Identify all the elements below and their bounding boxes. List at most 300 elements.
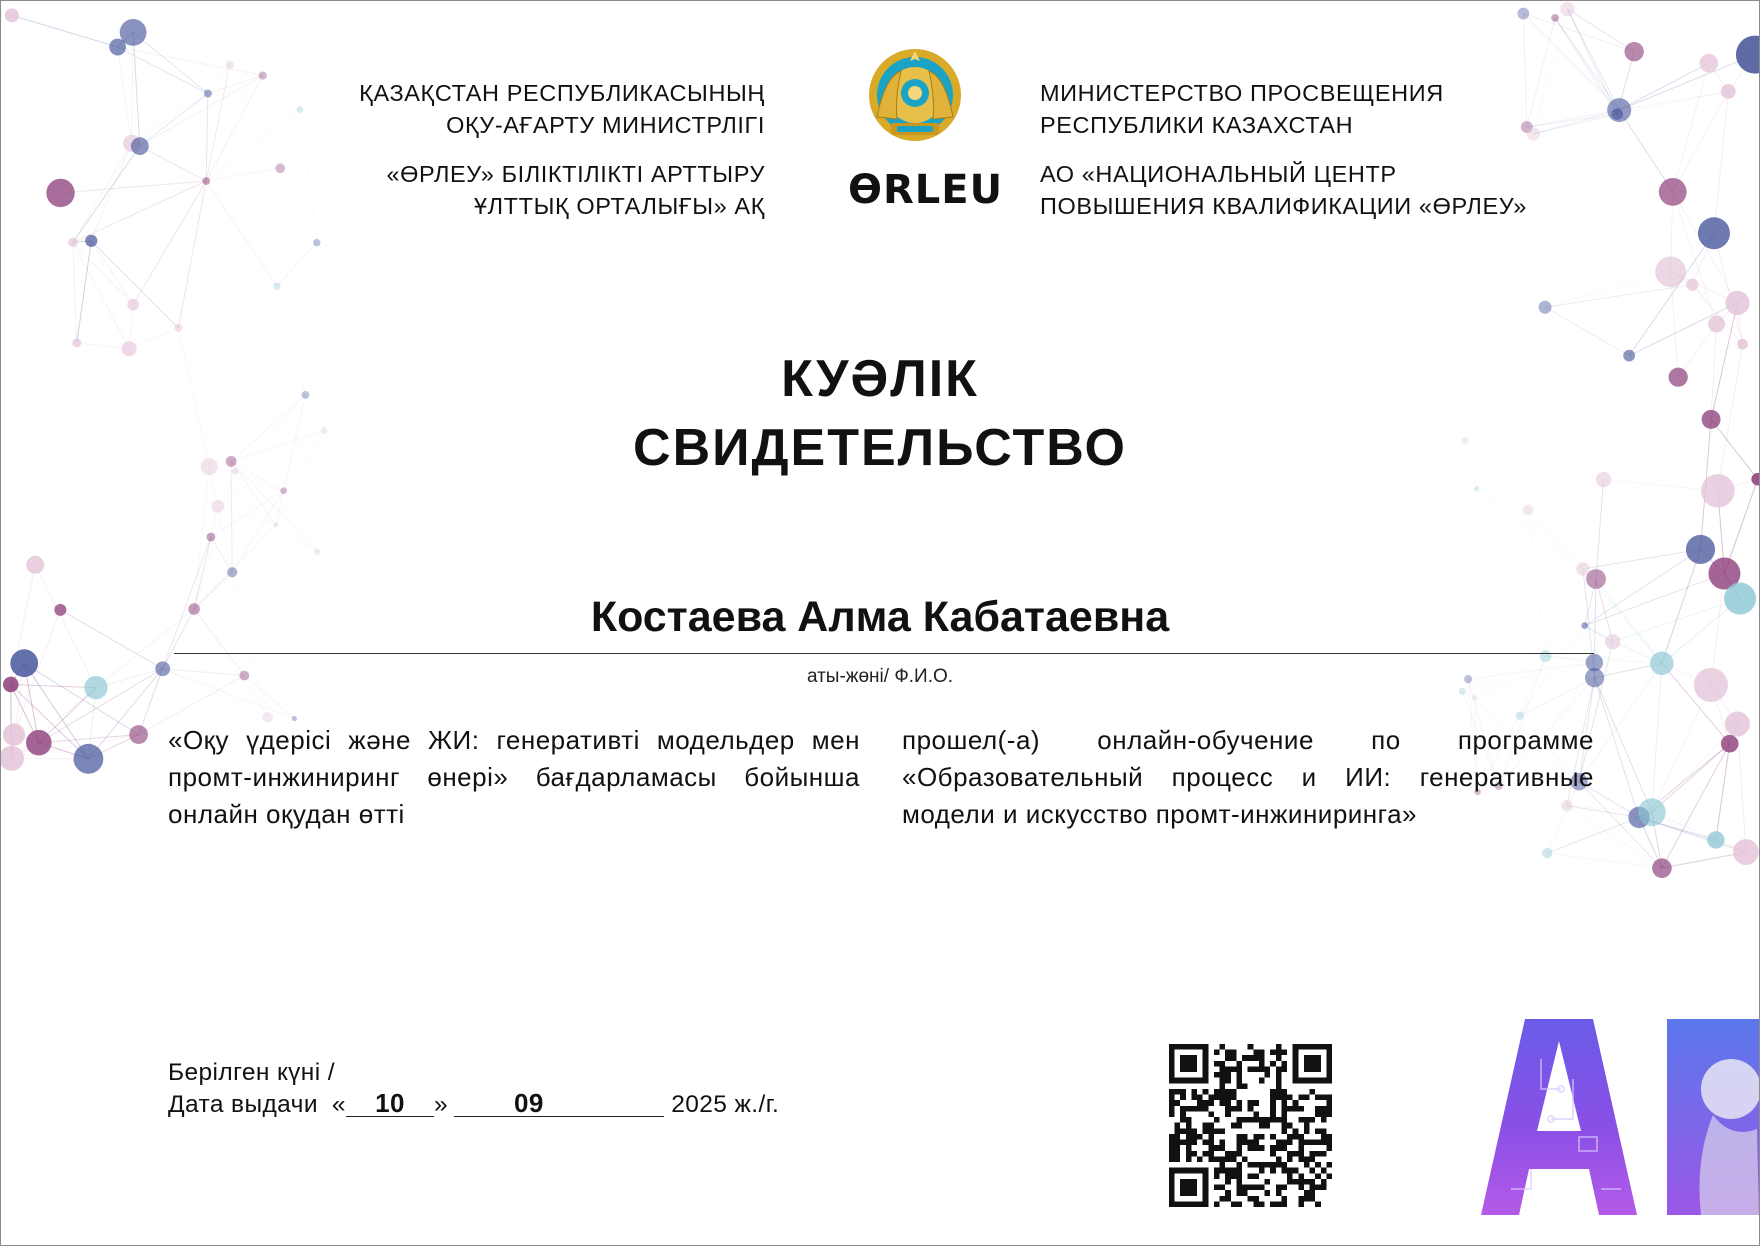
- qr-finder: [1304, 1055, 1321, 1072]
- qr-module: [1293, 1128, 1299, 1134]
- qr-module: [1231, 1050, 1237, 1056]
- qr-module: [1259, 1185, 1265, 1191]
- qr-module: [1321, 1168, 1327, 1174]
- qr-module: [1276, 1050, 1282, 1056]
- qr-module: [1242, 1156, 1248, 1162]
- qr-module: [1287, 1151, 1293, 1157]
- qr-module: [1276, 1078, 1282, 1084]
- qr-module: [1175, 1089, 1181, 1095]
- qr-module: [1248, 1066, 1254, 1072]
- qr-module: [1265, 1190, 1271, 1196]
- qr-module: [1186, 1134, 1192, 1140]
- qr-module: [1225, 1151, 1231, 1157]
- qr-module: [1281, 1145, 1287, 1151]
- network-node: [1652, 858, 1672, 878]
- qr-module: [1298, 1156, 1304, 1162]
- qr-module: [1253, 1145, 1259, 1151]
- org-ru-line-1: АО «НАЦИОНАЛЬНЫЙ ЦЕНТР: [1040, 161, 1397, 187]
- qr-module: [1248, 1173, 1254, 1179]
- qr-module: [1276, 1083, 1282, 1089]
- qr-module: [1180, 1117, 1186, 1123]
- qr-module: [1315, 1173, 1321, 1179]
- qr-module: [1236, 1134, 1242, 1140]
- qr-module: [1231, 1156, 1237, 1162]
- network-link: [277, 243, 317, 287]
- qr-module: [1248, 1196, 1254, 1202]
- network-link: [1595, 678, 1640, 818]
- network-node: [1721, 84, 1736, 99]
- qr-module: [1225, 1190, 1231, 1196]
- network-node: [174, 324, 182, 332]
- program-text-ru: прошел(-а) онлайн-обучение по программе «Образовательный процесс и ИИ: генеративные модели и искусство промт-инжиниринга»: [902, 725, 1594, 829]
- qr-module: [1304, 1156, 1310, 1162]
- qr-module: [1253, 1196, 1259, 1202]
- network-link: [91, 143, 131, 240]
- qr-module: [1253, 1050, 1259, 1056]
- network-node: [1725, 291, 1749, 315]
- network-link: [73, 143, 132, 242]
- qr-module: [1298, 1117, 1304, 1123]
- issue-day: 10: [346, 1090, 434, 1117]
- qr-module: [1265, 1072, 1271, 1078]
- network-node: [1560, 2, 1575, 17]
- network-link: [133, 181, 206, 305]
- qr-module: [1253, 1201, 1259, 1207]
- network-node: [1655, 256, 1686, 287]
- network-node: [74, 744, 104, 774]
- qr-module: [1281, 1050, 1287, 1056]
- qr-module: [1220, 1089, 1226, 1095]
- qr-module: [1208, 1128, 1214, 1134]
- qr-module: [1310, 1168, 1316, 1174]
- qr-module: [1276, 1095, 1282, 1101]
- qr-module: [1169, 1145, 1175, 1151]
- qr-module: [1265, 1117, 1271, 1123]
- qr-module: [1214, 1156, 1220, 1162]
- network-node: [1686, 535, 1715, 564]
- qr-module: [1203, 1123, 1209, 1129]
- qr-module: [1259, 1201, 1265, 1207]
- qr-module: [1180, 1095, 1186, 1101]
- qr-module: [1298, 1134, 1304, 1140]
- qr-module: [1225, 1179, 1231, 1185]
- qr-module: [1298, 1145, 1304, 1151]
- network-link: [118, 47, 132, 143]
- network-link: [1662, 744, 1730, 868]
- ministry-ru-line-1: МИНИСТЕРСТВО ПРОСВЕЩЕНИЯ: [1040, 80, 1444, 106]
- qr-module: [1214, 1128, 1220, 1134]
- network-node: [314, 549, 321, 556]
- qr-module: [1225, 1050, 1231, 1056]
- network-link: [1523, 14, 1619, 111]
- qr-module: [1287, 1123, 1293, 1129]
- qr-module: [1321, 1117, 1327, 1123]
- network-link: [91, 241, 133, 305]
- qr-module: [1265, 1066, 1271, 1072]
- qr-module: [1225, 1106, 1231, 1112]
- qr-module: [1236, 1140, 1242, 1146]
- qr-module: [1270, 1111, 1276, 1117]
- qr-module: [1236, 1185, 1242, 1191]
- qr-module: [1321, 1179, 1327, 1185]
- network-link: [206, 110, 300, 182]
- orleu-logo: ӨRLEU: [848, 167, 1004, 213]
- header-left: [359, 77, 765, 222]
- qr-module: [1326, 1162, 1332, 1168]
- network-link: [1545, 272, 1671, 307]
- network-node: [1517, 8, 1529, 20]
- qr-module: [1287, 1106, 1293, 1112]
- qr-module: [1175, 1128, 1181, 1134]
- qr-module: [1304, 1190, 1310, 1196]
- network-link: [1619, 110, 1673, 192]
- qr-module: [1298, 1201, 1304, 1207]
- qr-module: [1191, 1106, 1197, 1112]
- network-node: [1607, 98, 1631, 122]
- qr-module: [1276, 1145, 1282, 1151]
- org-kk-line-2: ҰЛТТЫҚ ОРТАЛЫҒЫ» АҚ: [473, 193, 765, 219]
- network-node: [1638, 798, 1666, 826]
- qr-module: [1214, 1173, 1220, 1179]
- qr-module: [1197, 1106, 1203, 1112]
- network-node: [1686, 279, 1698, 291]
- qr-module: [1186, 1140, 1192, 1146]
- network-link: [1595, 678, 1652, 813]
- network-link: [1737, 724, 1745, 852]
- qr-module: [1248, 1044, 1254, 1050]
- qr-module: [1231, 1055, 1237, 1061]
- qr-module: [1315, 1095, 1321, 1101]
- qr-module: [1208, 1156, 1214, 1162]
- network-link: [1716, 744, 1730, 840]
- qr-module: [1175, 1140, 1181, 1146]
- qr-module: [1231, 1151, 1237, 1157]
- qr-module: [1225, 1095, 1231, 1101]
- qr-module: [1265, 1123, 1271, 1129]
- qr-module: [1242, 1117, 1248, 1123]
- qr-module: [1236, 1162, 1242, 1168]
- qr-module: [1265, 1179, 1271, 1185]
- qr-module: [1293, 1100, 1299, 1106]
- qr-module: [1304, 1179, 1310, 1185]
- qr-module: [1208, 1123, 1214, 1129]
- network-link: [178, 181, 206, 328]
- qr-module: [1236, 1083, 1242, 1089]
- qr-module: [1220, 1100, 1226, 1106]
- qr-module: [1281, 1168, 1287, 1174]
- qr-module: [1186, 1145, 1192, 1151]
- program-text-kk: «Оқу үдерісі және ЖИ: генеративті модельдер мен промт-инжиниринг өнері» бағдарламасы бойынша онлайн оқудан өтті: [168, 725, 860, 829]
- network-node: [1542, 848, 1552, 858]
- network-node: [206, 533, 215, 542]
- network-link: [206, 168, 280, 181]
- qr-module: [1281, 1140, 1287, 1146]
- network-link: [206, 181, 277, 286]
- issue-date-line: [168, 1089, 779, 1121]
- network-node: [1516, 711, 1524, 719]
- issue-date: [168, 1057, 779, 1121]
- network-node: [5, 8, 19, 22]
- network-node: [68, 238, 77, 247]
- qr-module: [1248, 1117, 1254, 1123]
- network-link: [132, 32, 134, 143]
- qr-module: [1298, 1179, 1304, 1185]
- qr-module: [1203, 1151, 1209, 1157]
- qr-module: [1276, 1185, 1282, 1191]
- network-node: [1474, 486, 1479, 491]
- network-link: [206, 65, 229, 181]
- network-node: [1721, 735, 1739, 753]
- qr-module: [1231, 1123, 1237, 1129]
- qr-module: [1203, 1100, 1209, 1106]
- network-link: [77, 241, 92, 343]
- qr-module: [1310, 1117, 1316, 1123]
- network-link: [1547, 853, 1662, 868]
- qr-module: [1253, 1173, 1259, 1179]
- qr-module: [1298, 1140, 1304, 1146]
- qr-module: [1236, 1151, 1242, 1157]
- qr-module: [1276, 1072, 1282, 1078]
- qr-module: [1225, 1100, 1231, 1106]
- recipient-name: Костаева Алма Кабатаевна: [590, 593, 1170, 641]
- qr-module: [1175, 1145, 1181, 1151]
- qr-module: [1225, 1089, 1231, 1095]
- network-link: [1534, 9, 1568, 134]
- qr-module: [1253, 1117, 1259, 1123]
- network-link: [1596, 480, 1603, 579]
- qr-module: [1287, 1134, 1293, 1140]
- qr-module: [1191, 1140, 1197, 1146]
- qr-module: [1175, 1134, 1181, 1140]
- qr-module: [1281, 1196, 1287, 1202]
- qr-module: [1208, 1151, 1214, 1157]
- qr-module: [1191, 1134, 1197, 1140]
- qr-module: [1315, 1151, 1321, 1157]
- network-link: [118, 47, 208, 93]
- qr-module: [1310, 1179, 1316, 1185]
- qr-module: [1180, 1089, 1186, 1095]
- qr-module: [1259, 1066, 1265, 1072]
- issue-year: 2025 ж./г.: [671, 1091, 780, 1118]
- network-link: [1673, 192, 1717, 324]
- qr-module: [1236, 1190, 1242, 1196]
- qr-module: [1315, 1162, 1321, 1168]
- qr-module: [1321, 1111, 1327, 1117]
- qr-module: [1293, 1179, 1299, 1185]
- qr-module: [1186, 1123, 1192, 1129]
- qr-module: [1214, 1201, 1220, 1207]
- network-node: [275, 163, 285, 173]
- qr-module: [1321, 1128, 1327, 1134]
- qr-module: [1220, 1145, 1226, 1151]
- qr-module: [1208, 1134, 1214, 1140]
- qr-module: [1310, 1156, 1316, 1162]
- qr-module: [1175, 1123, 1181, 1129]
- network-link: [1528, 510, 1583, 569]
- qr-module: [1310, 1196, 1316, 1202]
- org-kk-line-1: «ӨРЛЕУ» БІЛІКТІЛІКТІ АРТТЫРУ: [386, 161, 765, 187]
- qr-module: [1220, 1044, 1226, 1050]
- qr-module: [1304, 1123, 1310, 1129]
- qr-module: [1298, 1196, 1304, 1202]
- qr-module: [1242, 1055, 1248, 1061]
- ai-art-icon: [1481, 1019, 1759, 1215]
- issue-label-ru: Дата выдачи: [168, 1091, 318, 1118]
- qr-module: [1276, 1140, 1282, 1146]
- qr-module: [1287, 1173, 1293, 1179]
- qr-module: [1208, 1100, 1214, 1106]
- qr-module: [1259, 1050, 1265, 1056]
- ministry-ru-line-2: РЕСПУБЛИКИ КАЗАХСТАН: [1040, 112, 1354, 138]
- network-link: [1583, 549, 1700, 568]
- qr-module: [1304, 1117, 1310, 1123]
- qr-module: [1197, 1100, 1203, 1106]
- qr-module: [1298, 1185, 1304, 1191]
- qr-module: [1242, 1185, 1248, 1191]
- network-link: [232, 491, 283, 573]
- network-link: [1652, 685, 1711, 812]
- qr-module: [1281, 1185, 1287, 1191]
- qr-module: [1281, 1095, 1287, 1101]
- network-node: [1708, 316, 1725, 333]
- network-node: [280, 487, 287, 494]
- qr-module: [1214, 1168, 1220, 1174]
- qr-module: [1304, 1196, 1310, 1202]
- qr-module: [1220, 1072, 1226, 1078]
- qr-module: [1220, 1066, 1226, 1072]
- qr-module: [1169, 1095, 1175, 1101]
- qr-module: [1169, 1106, 1175, 1112]
- network-node: [72, 338, 81, 347]
- qr-module: [1326, 1111, 1332, 1117]
- qr-module: [1242, 1083, 1248, 1089]
- qr-module: [1214, 1050, 1220, 1056]
- qr-module: [1236, 1201, 1242, 1207]
- qr-module: [1220, 1095, 1226, 1101]
- network-node: [227, 567, 237, 577]
- qr-module: [1298, 1095, 1304, 1101]
- qr-module: [1281, 1106, 1287, 1112]
- network-link: [1545, 656, 1661, 663]
- qr-module: [1270, 1162, 1276, 1168]
- qr-module: [1298, 1173, 1304, 1179]
- network-node: [1539, 301, 1552, 314]
- qr-module: [1169, 1089, 1175, 1095]
- qr-module: [1175, 1100, 1181, 1106]
- qr-module: [1321, 1151, 1327, 1157]
- qr-module: [1276, 1201, 1282, 1207]
- network-link: [206, 93, 208, 181]
- qr-module: [1270, 1100, 1276, 1106]
- name-underline: [174, 653, 1594, 654]
- network-node: [1, 746, 24, 771]
- qr-module: [1231, 1168, 1237, 1174]
- network-node: [273, 283, 280, 290]
- qr-module: [1236, 1078, 1242, 1084]
- qr-module: [1315, 1128, 1321, 1134]
- network-node: [1698, 217, 1730, 249]
- qr-module: [1220, 1140, 1226, 1146]
- qr-module: [1281, 1123, 1287, 1129]
- org-ru-line-2: ПОВЫШЕНИЯ КВАЛИФИКАЦИИ «ӨРЛЕУ»: [1040, 193, 1527, 219]
- qr-module: [1197, 1156, 1203, 1162]
- qr-module: [1180, 1140, 1186, 1146]
- qr-module: [1220, 1078, 1226, 1084]
- network-link: [12, 15, 118, 47]
- qr-module: [1214, 1185, 1220, 1191]
- qr-module: [1293, 1168, 1299, 1174]
- network-node: [1523, 505, 1534, 516]
- qr-finder: [1180, 1055, 1197, 1072]
- qr-module: [1315, 1106, 1321, 1112]
- qr-module: [1259, 1061, 1265, 1067]
- ministry-kk: [359, 77, 765, 141]
- network-link: [208, 93, 300, 109]
- network-link: [1555, 18, 1619, 110]
- qr-module: [1169, 1100, 1175, 1106]
- qr-module: [1276, 1162, 1282, 1168]
- qr-module: [1293, 1106, 1299, 1112]
- qr-module: [1203, 1106, 1209, 1112]
- network-link: [1619, 63, 1709, 110]
- qr-module: [1321, 1095, 1327, 1101]
- recipient-caption: аты-жөні/ Ф.И.О.: [806, 666, 954, 687]
- qr-module: [1242, 1140, 1248, 1146]
- kazakhstan-emblem-icon: [867, 47, 963, 149]
- qr-module: [1220, 1162, 1226, 1168]
- ministry-ru: [1040, 77, 1527, 141]
- qr-module: [1276, 1156, 1282, 1162]
- qr-module: [1326, 1173, 1332, 1179]
- qr-module: [1259, 1162, 1265, 1168]
- network-link: [1652, 744, 1730, 813]
- qr-module: [1208, 1111, 1214, 1117]
- org-ru: [1040, 158, 1527, 222]
- title-ru: СВИДЕТЕЛЬСТВО: [633, 419, 1127, 477]
- qr-module: [1203, 1089, 1209, 1095]
- qr-module: [1248, 1145, 1254, 1151]
- qr-module: [1220, 1168, 1226, 1174]
- qr-module: [1220, 1128, 1226, 1134]
- qr-module: [1276, 1044, 1282, 1050]
- qr-module: [1220, 1196, 1226, 1202]
- qr-module: [1169, 1140, 1175, 1146]
- qr-module: [1276, 1190, 1282, 1196]
- qr-module: [1169, 1134, 1175, 1140]
- network-link: [1534, 110, 1620, 134]
- qr-module: [1281, 1117, 1287, 1123]
- qr-module: [1326, 1145, 1332, 1151]
- qr-module: [1304, 1095, 1310, 1101]
- qr-module: [1270, 1089, 1276, 1095]
- network-node: [1586, 569, 1606, 589]
- qr-module: [1231, 1201, 1237, 1207]
- title-kk: КУӘЛІК: [781, 350, 979, 408]
- qr-module: [1270, 1201, 1276, 1207]
- network-link: [73, 242, 129, 348]
- qr-module: [1270, 1151, 1276, 1157]
- qr-module: [1326, 1100, 1332, 1106]
- network-node: [273, 523, 278, 528]
- qr-module: [1253, 1162, 1259, 1168]
- network-node: [297, 106, 304, 113]
- qr-module: [1253, 1140, 1259, 1146]
- qr-module: [1326, 1140, 1332, 1146]
- qr-module: [1225, 1196, 1231, 1202]
- qr-module: [1186, 1156, 1192, 1162]
- qr-module: [1281, 1162, 1287, 1168]
- qr-module: [1321, 1185, 1327, 1191]
